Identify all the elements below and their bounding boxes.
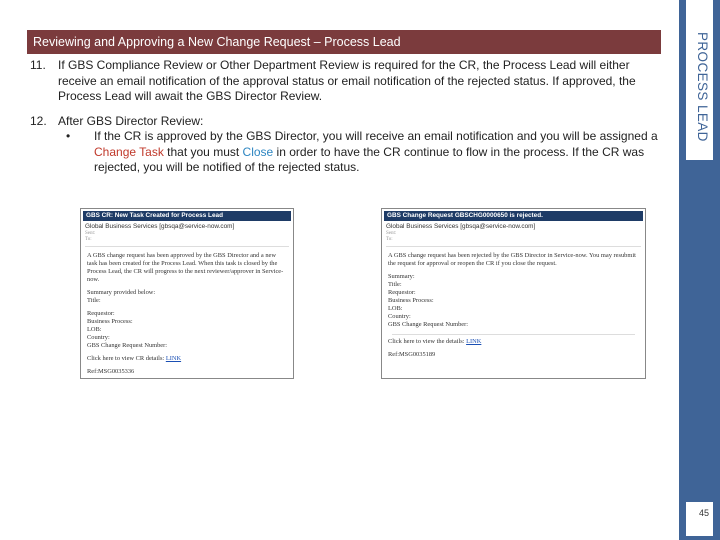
step-11 xyxy=(30,58,660,105)
email-divider xyxy=(392,334,635,335)
summary-title: Title: xyxy=(87,297,101,304)
link-prefix: Click here to view CR details: xyxy=(87,355,166,362)
field-requestor: Requestor: xyxy=(87,310,115,317)
close-term: Close xyxy=(242,144,274,159)
email-body xyxy=(382,250,645,366)
step-number: 11. xyxy=(30,58,46,72)
email-to: To: xyxy=(386,237,393,242)
bullet-text-2: that you must xyxy=(163,144,243,159)
step-text: After GBS Director Review: xyxy=(58,113,204,128)
email-ref: Ref:MSG0035336 xyxy=(87,368,135,375)
email-fields xyxy=(87,310,287,350)
email-sent: Sent: xyxy=(85,231,96,236)
email-link-line xyxy=(87,355,287,363)
link-prefix: Click here to view the details: xyxy=(388,338,467,345)
step-number: 12. xyxy=(30,113,47,128)
email-rejected xyxy=(381,208,646,379)
email-paragraph: A GBS change request has been rejected by the GBS Director in Service-now. You may resubmit the request for approval or reopen the CR if you close the request. xyxy=(388,252,636,267)
email-to: To: xyxy=(85,237,92,242)
email-link-line xyxy=(388,338,639,346)
field-lob: LOB: xyxy=(87,326,102,333)
step-12 xyxy=(30,114,660,130)
bullet-text-1: If the CR is approved by the GBS Director, you will receive an email notification and you will be assigned a xyxy=(94,129,658,143)
field-country: Country: xyxy=(388,313,411,320)
summary-heading: Summary: xyxy=(388,273,415,280)
email-paragraph: A GBS change request has been approved by the GBS Director and a new task has been created for the Process Lead. When this task is closed by the Process Lead, the CR will progress to the next reviewer/approver in Service-now. xyxy=(87,252,284,283)
step-text: If GBS Compliance Review or Other Department Review is required for the CR, the Process Lead will either receive an email notification of the approval status or email notification of the rejected status. If approved, the Process Lead will await the GBS Director Review. xyxy=(58,58,636,103)
email-ref: Ref:MSG0035189 xyxy=(388,351,436,358)
field-country: Country: xyxy=(87,334,110,341)
page-number: 45 xyxy=(698,508,709,518)
summary-heading: Summary provided below: xyxy=(87,289,156,296)
cr-details-link[interactable]: LINK xyxy=(466,338,482,345)
bullet-text-3: in order to have the CR continue to flow in the process. If the CR was rejected, you will be notified of the rejected status. xyxy=(94,144,645,174)
field-business-process: Business Process: xyxy=(388,297,434,304)
field-business-process: Business Process: xyxy=(87,318,133,325)
field-requestor: Requestor: xyxy=(388,289,416,296)
cr-details-link[interactable]: LINK xyxy=(165,355,182,362)
email-new-task xyxy=(80,208,294,379)
field-cr-number: GBS Change Request Number: xyxy=(388,321,469,328)
email-summary xyxy=(388,273,639,329)
email-summary xyxy=(87,289,287,305)
field-cr-number: GBS Change Request Number: xyxy=(87,342,168,349)
email-from: Global Business Services [gbsqa@service-now.com] xyxy=(85,223,235,230)
email-subject: GBS Change Request GBSCHG0000650 is rejected. xyxy=(384,211,643,221)
side-label: PROCESS LEAD xyxy=(695,32,710,142)
instructions xyxy=(30,58,660,176)
email-divider xyxy=(386,246,641,247)
email-body xyxy=(81,250,293,379)
email-subject: GBS CR: New Task Created for Process Lead xyxy=(83,211,291,221)
email-sent: Sent: xyxy=(386,231,397,236)
email-divider xyxy=(85,246,289,247)
summary-title: Title: xyxy=(388,281,402,288)
page-title: Reviewing and Approving a New Change Request – Process Lead xyxy=(27,30,661,54)
email-from: Global Business Services [gbsqa@service-now.com] xyxy=(386,223,536,230)
page-number-box xyxy=(686,502,713,536)
step-12-bullet xyxy=(30,129,660,176)
change-task-term: Change Task xyxy=(94,144,164,159)
bullet-icon: • xyxy=(66,129,71,143)
field-lob: LOB: xyxy=(388,305,403,312)
